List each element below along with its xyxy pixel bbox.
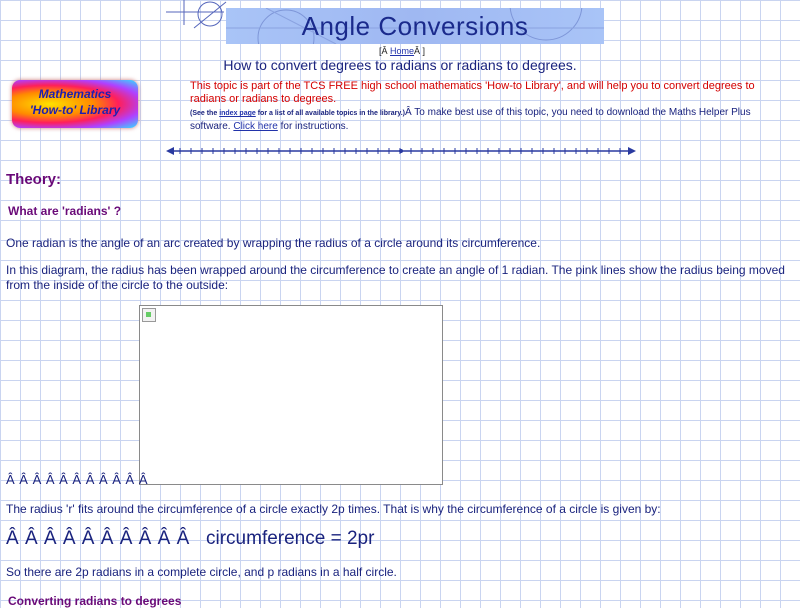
click-here-link[interactable]: Click here [233, 121, 278, 132]
title-banner [226, 8, 604, 44]
theory-heading: Theory: [6, 171, 62, 188]
logo-line-2: 'How-to' Library [29, 103, 121, 117]
library-logo[interactable] [12, 80, 138, 128]
circumference-explanation: The radius 'r' fits around the circumference of a circle exactly 2p times. That is why the circumference of a circle is given by: [6, 502, 661, 516]
logo-text [12, 86, 138, 118]
number-line-divider [166, 144, 636, 158]
home-link[interactable]: Home [390, 46, 415, 56]
broken-image-icon [142, 308, 156, 322]
geometry-decoration [164, 0, 234, 50]
intro-notice: This topic is part of the TCS FREE high school mathematics 'How-to Library', and will help you to convert degrees to radians or radians to degrees. [190, 80, 755, 105]
formula-spacer: Â Â Â Â Â Â Â Â Â Â [6, 528, 190, 549]
instructions-suffix: for instructions. [277, 121, 349, 132]
see-index-suffix: for a list of all available topics in the library.) [255, 110, 406, 117]
home-nav-close: Â ] [414, 46, 426, 56]
intro-instructions [190, 106, 780, 133]
circumference-formula: circumference = 2pr [206, 528, 375, 549]
converting-heading: Converting radians to degrees [8, 594, 182, 608]
radian-definition: One radian is the angle of an arc created by wrapping the radius of a circle around its circumference. [6, 236, 541, 250]
home-nav-open: [Â [379, 46, 391, 56]
radians-heading: What are 'radians' ? [8, 204, 122, 218]
download-note: Â To make best use of this topic, you need to download the Maths Helper Plus software. [190, 107, 751, 132]
spacer-text: Â Â Â Â Â Â Â Â Â Â Â [6, 472, 148, 487]
radians-in-circle: So there are 2p radians in a complete circle, and p radians in a half circle. [6, 565, 397, 579]
page-subtitle: How to convert degrees to radians or radians to degrees. [223, 57, 577, 73]
diagram-description: In this diagram, the radius has been wrapped around the circumference to create an angle of 1 radian. The pink lines show the radius being moved from the inside of the circle to the outside: [6, 263, 785, 292]
see-index-prefix: (See the [190, 110, 220, 117]
radian-diagram-image [139, 305, 443, 485]
logo-line-1: Mathematics [38, 87, 112, 101]
index-page-link[interactable]: index page [219, 110, 256, 117]
home-nav [379, 46, 425, 56]
page-title: Angle Conversions [301, 11, 529, 41]
